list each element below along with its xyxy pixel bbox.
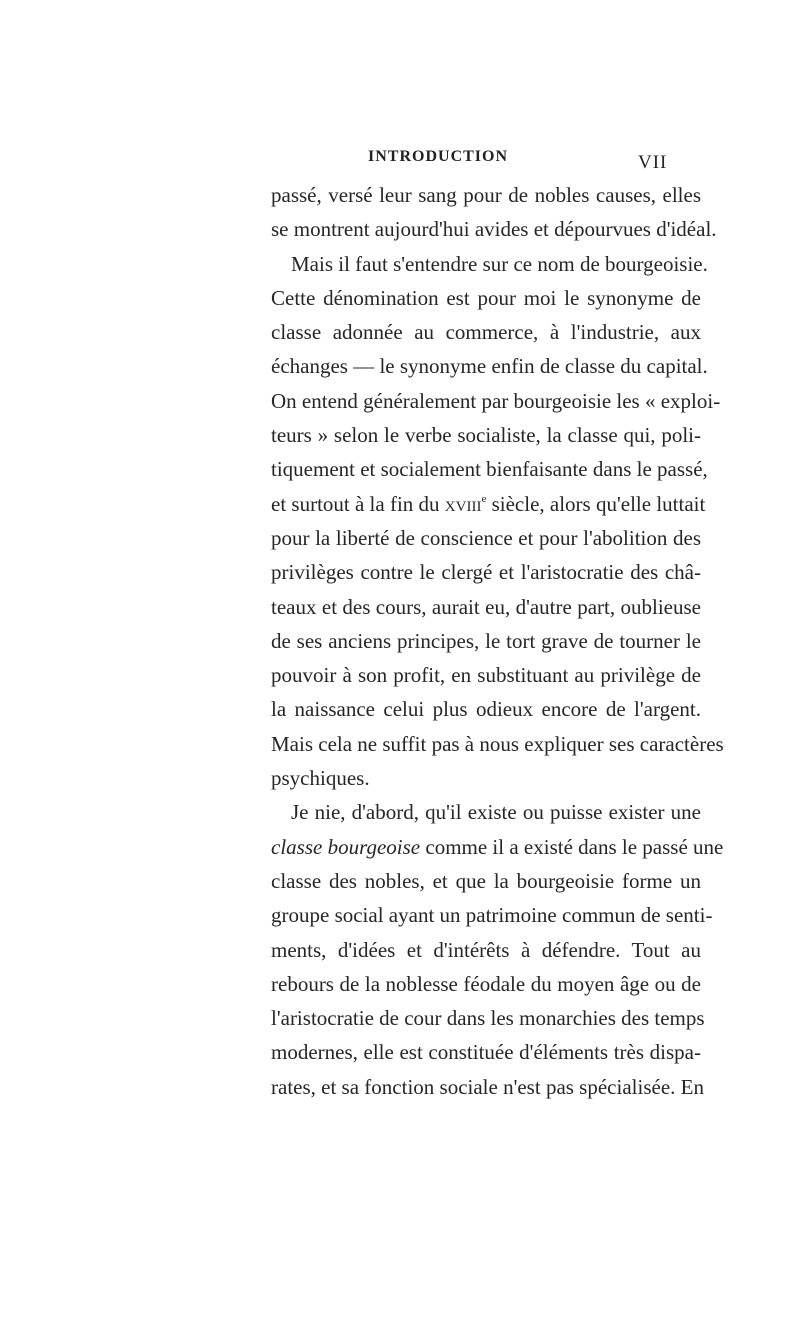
text-line: se montrent aujourd'hui avides et dépourvues d'idéal. xyxy=(271,217,717,242)
text-line xyxy=(271,487,706,521)
page-number: VII xyxy=(638,152,668,173)
text-line: privilèges contre le clergé et l'aristocratie des châ- xyxy=(271,560,701,585)
text-line: Mais cela ne suffit pas à nous expliquer ses caractères xyxy=(271,731,724,756)
text-line: de ses anciens principes, le tort grave de tourner le xyxy=(271,628,701,653)
paragraph-end-line: psychiques. xyxy=(271,766,370,791)
text-line: teurs » selon le verbe socialiste, la classe qui, poli- xyxy=(271,423,701,448)
text-fragment: et surtout à la fin du xyxy=(271,491,445,516)
page-header xyxy=(0,148,800,172)
text-fragment: siècle, alors qu'elle luttait xyxy=(486,491,706,516)
paragraph-start-line: Mais il faut s'entendre sur ce nom de bourgeoisie. xyxy=(291,251,708,276)
text-line: rates, et sa fonction sociale n'est pas spécialisée. En xyxy=(271,1074,704,1099)
text-line: rebours de la noblesse féodale du moyen âge ou de xyxy=(271,971,701,996)
text-line: classe des nobles, et que la bourgeoisie forme un xyxy=(271,868,701,893)
text-line: Cette dénomination est pour moi le synonyme de xyxy=(271,285,701,310)
text-line: pour la liberté de conscience et pour l'abolition des xyxy=(271,525,701,550)
text-line: tiquement et socialement bienfaisante dans le passé, xyxy=(271,457,708,482)
running-title: INTRODUCTION xyxy=(368,148,509,165)
text-fragment: comme il a existé dans le passé une xyxy=(420,834,724,859)
text-line: modernes, elle est constituée d'éléments très dispa- xyxy=(271,1040,701,1065)
text-line: pouvoir à son profit, en substituant au privilège de xyxy=(271,663,701,688)
century-superscript: e xyxy=(481,492,487,505)
body-text xyxy=(271,178,724,1104)
emphasis-text: classe bourgeoise xyxy=(271,834,421,859)
text-line xyxy=(271,830,724,864)
text-line: l'aristocratie de cour dans les monarchies des temps xyxy=(271,1006,705,1031)
text-line: passé, versé leur sang pour de nobles causes, elles xyxy=(271,183,701,207)
text-line: teaux et des cours, aurait eu, d'autre part, oublieuse xyxy=(271,594,701,619)
text-line: On entend généralement par bourgeoisie les « exploi- xyxy=(271,388,721,413)
text-line: la naissance celui plus odieux encore de l'argent. xyxy=(271,697,701,722)
paragraph-start-line: Je nie, d'abord, qu'il existe ou puisse exister une xyxy=(291,800,701,825)
text-line: groupe social ayant un patrimoine commun de senti- xyxy=(271,903,713,928)
text-line: échanges — le synonyme enfin de classe du capital. xyxy=(271,354,708,379)
text-line: ments, d'idées et d'intérêts à défendre. Tout au xyxy=(271,937,701,962)
text-line: classe adonnée au commerce, à l'industrie, aux xyxy=(271,320,701,345)
century-numeral: xviii xyxy=(444,491,482,516)
